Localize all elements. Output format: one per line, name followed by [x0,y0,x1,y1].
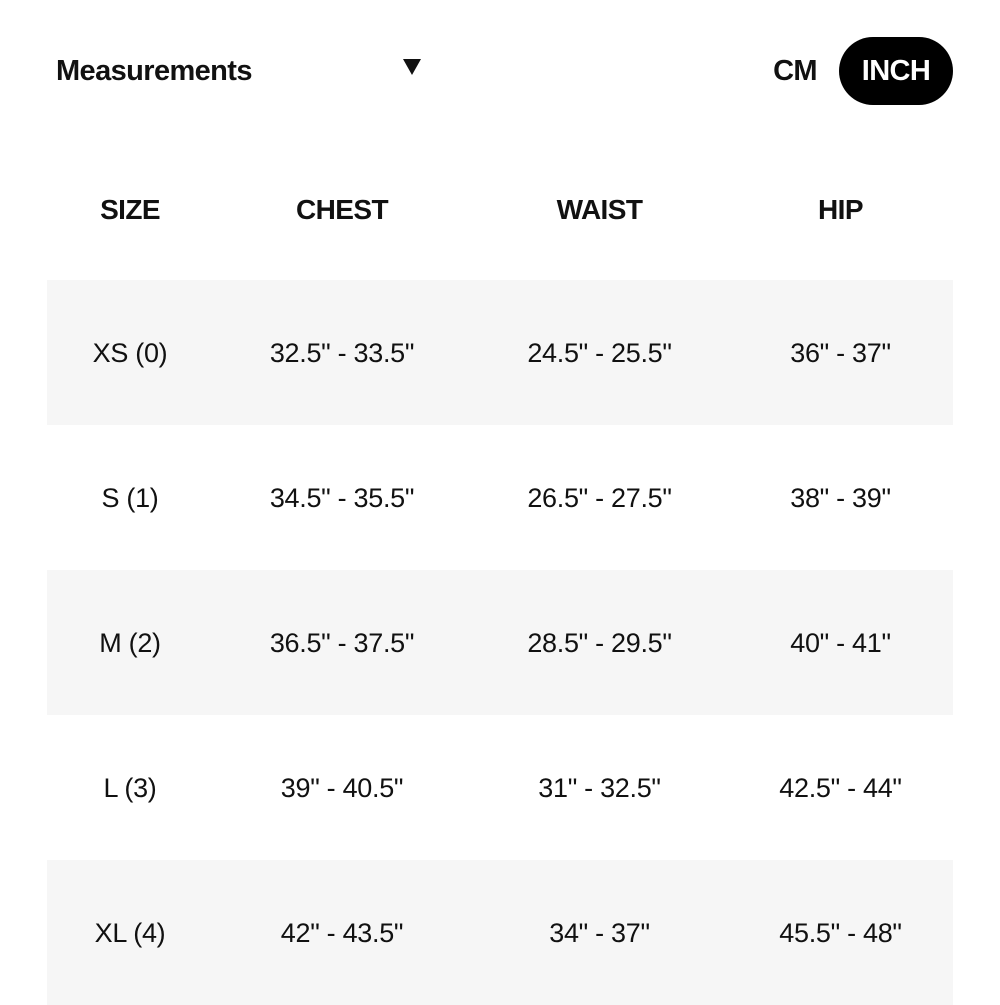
hip-cell: 40" - 41" [790,627,891,658]
column-header-waist: WAIST [556,194,643,225]
size-cell: XS (0) [92,337,168,368]
unit-cm-button[interactable]: CM [773,55,817,87]
table-row [47,425,953,570]
chest-cell: 36.5" - 37.5" [269,627,415,658]
dropdown-label: Measurements [56,55,252,87]
waist-cell: 26.5" - 27.5" [527,482,672,513]
hip-cell: 42.5" - 44" [779,772,902,803]
size-cell: S (1) [101,482,159,513]
chest-cell: 32.5" - 33.5" [269,337,415,368]
unit-inch-button[interactable]: INCH [839,37,953,105]
table-row [47,715,953,860]
waist-cell: 34" - 37" [549,917,650,948]
hip-cell: 36" - 37" [790,337,891,368]
waist-cell: 28.5" - 29.5" [527,627,672,658]
chest-cell: 34.5" - 35.5" [269,482,415,513]
table-header-row [47,140,953,280]
hip-cell: 45.5" - 48" [779,917,902,948]
unit-toggle [751,37,953,105]
waist-cell: 31" - 32.5" [538,772,661,803]
column-header-chest: CHEST [296,194,388,225]
measurements-dropdown[interactable] [56,46,436,96]
size-cell: L (3) [103,772,157,803]
size-cell: M (2) [99,627,161,658]
size-guide-header [0,0,1000,140]
chest-cell: 39" - 40.5" [280,772,404,803]
size-chart-table [47,140,953,1005]
hip-cell: 38" - 39" [790,482,891,513]
table-row [47,570,953,715]
column-header-hip: HIP [818,194,863,225]
column-header-size: SIZE [100,194,160,225]
chest-cell: 42" - 43.5" [280,917,404,948]
table-row [47,860,953,1005]
caret-down-icon [403,59,421,75]
size-cell: XL (4) [94,917,166,948]
waist-cell: 24.5" - 25.5" [527,337,672,368]
table-row [47,280,953,425]
